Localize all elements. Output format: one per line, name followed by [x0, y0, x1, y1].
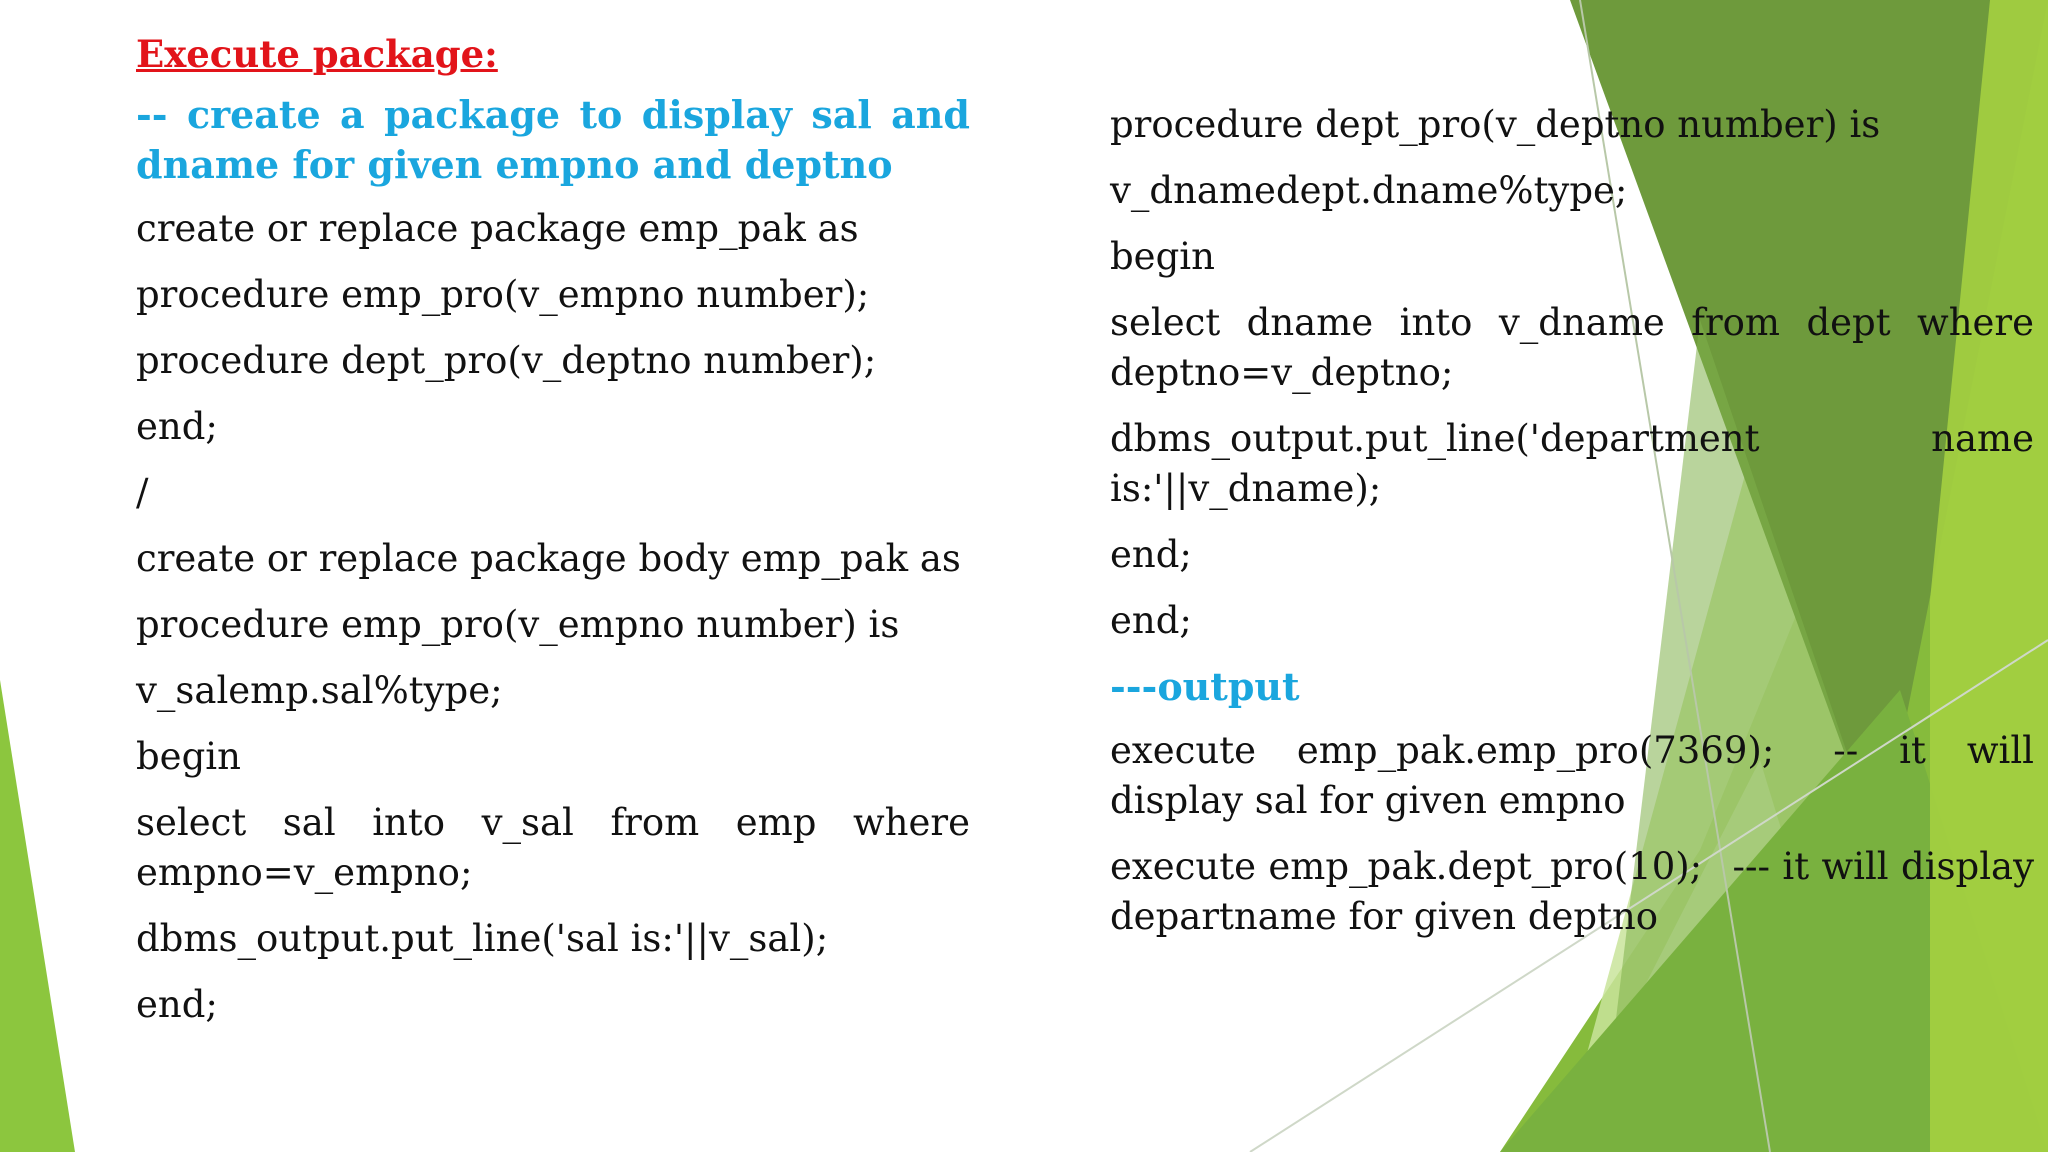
code-line: procedure emp_pro(v_empno number);	[136, 273, 870, 316]
code-line: procedure emp_pro(v_empno number) is	[136, 603, 900, 646]
code-line: end;	[1110, 533, 1192, 576]
code-line: end;	[136, 405, 218, 448]
code-line: begin	[136, 735, 241, 778]
output-note: -- it will display sal for given empno	[1110, 729, 2034, 822]
code-line: /	[136, 471, 149, 514]
code-line: dbms_output.put_line('department name is:'||v_dname);	[1110, 417, 2034, 510]
output-command: execute emp_pak.emp_pro(7369);	[1110, 729, 1775, 772]
code-line: dbms_output.put_line('sal is:'||v_sal);	[136, 917, 829, 960]
code-line: procedure dept_pro(v_deptno number) is	[1110, 103, 1881, 146]
code-line: select sal into v_sal from emp where empno=v_empno;	[136, 801, 970, 894]
output-command: execute emp_pak.dept_pro(10);	[1110, 845, 1703, 888]
code-line: create or replace package emp_pak as	[136, 207, 859, 250]
left-comment: -- create a package to display sal and dname for given empno and deptno	[136, 92, 970, 187]
left-green-wedge	[0, 680, 75, 1152]
output-line-2	[1110, 842, 2034, 942]
code-line: create or replace package body emp_pak as	[136, 537, 961, 580]
code-line: begin	[1110, 235, 1215, 278]
code-line: v_salemp.sal%type;	[136, 669, 503, 712]
code-line: procedure dept_pro(v_deptno number);	[136, 339, 877, 382]
output-line-1	[1110, 726, 2034, 826]
code-line: end;	[136, 983, 218, 1026]
code-line: v_dnamedept.dname%type;	[1110, 169, 1628, 212]
left-column	[136, 28, 970, 1046]
output-heading: ---output	[1110, 664, 1300, 709]
output-note: --- it will display departname for given deptno	[1110, 845, 2034, 938]
slide-title: Execute package:	[136, 32, 498, 76]
code-line: end;	[1110, 599, 1192, 642]
right-column	[1110, 100, 2034, 958]
code-line: select dname into v_dname from dept where deptno=v_deptno;	[1110, 301, 2034, 394]
